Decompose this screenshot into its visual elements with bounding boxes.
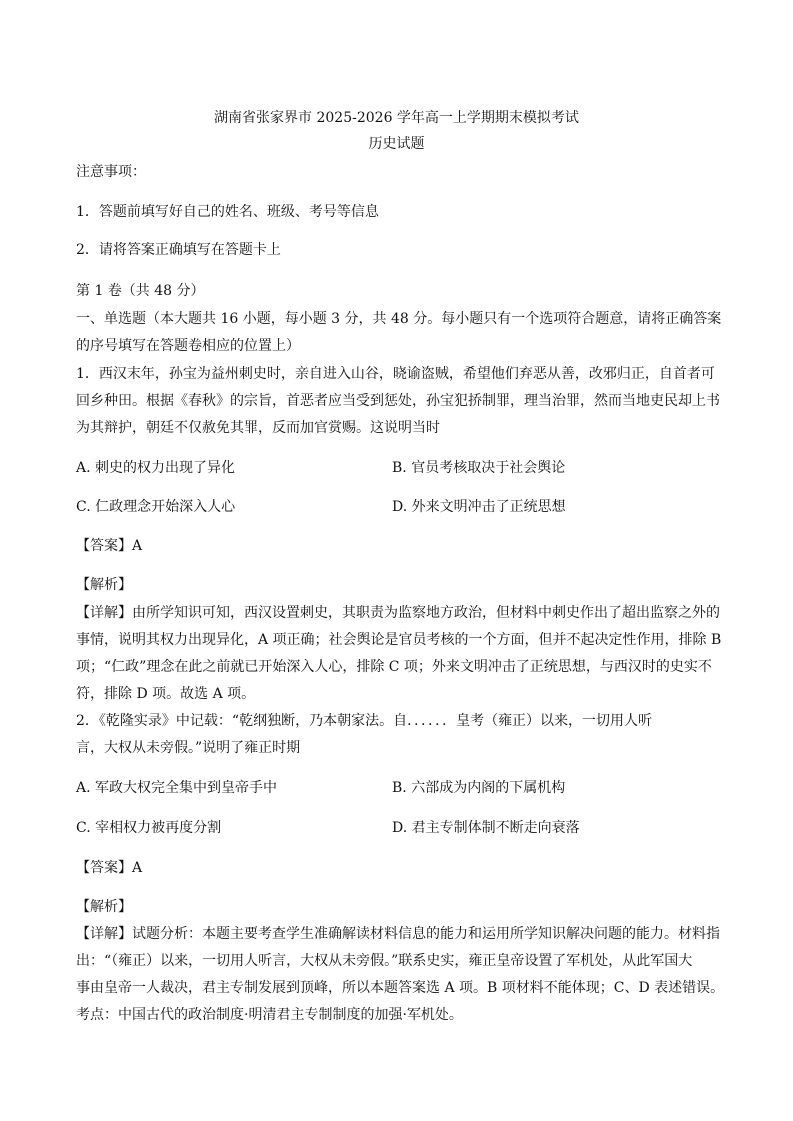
- question-stem: 言，大权从未旁假。”说明了雍正时期: [76, 740, 301, 756]
- detail-text: 【详解】试题分析：本题主要考查学生准确解读材料信息的能力和运用所学知识解决问题的能力。材料指: [76, 926, 720, 942]
- option-b: B. 官员考核取决于社会舆论: [392, 460, 566, 476]
- option-c: C. 宰相权力被再度分割: [76, 820, 222, 836]
- detail-text: 事由皇帝一人裁决，君主专制发展到顶峰，所以本题答案选 A 项。B 项材料不能体现；C、D 表述错误。: [76, 980, 725, 996]
- question-stem: 2．《乾隆实录》中记载：“乾纲独断，乃本朝家法。自．．．．．．皇考（雍正）以来，一切用人听: [76, 713, 653, 729]
- option-d: D. 君主专制体制不断走向衰落: [392, 820, 580, 836]
- detail-text: 项；“仁政”理念在此之前就已开始深入人心，排除 C 项；外来文明冲击了正统思想，与西汉时的史实不: [76, 659, 712, 675]
- question-stem: 为其辩护，朝廷不仅赦免其罪，反而加官赏赐。这说明当时: [76, 420, 440, 436]
- analysis-label: 【解析】: [76, 899, 132, 915]
- question-stem: 1．西汉末年，孙宝为益州刺史时，亲自进入山谷，晓谕盗贼，希望他们弃恶从善，改邪归正，自首者可: [76, 366, 715, 382]
- notice-item: 1．答题前填写好自己的姓名、班级、考号等信息: [76, 204, 379, 220]
- detail-text: 考点：中国古代的政治制度·明清君主专制制度的加强·军机处。: [76, 1007, 463, 1023]
- option-b: B. 六部成为内阁的下属机构: [392, 780, 566, 796]
- notice-heading: 注意事项：: [76, 164, 146, 180]
- section-instruction: 一、单选题（本大题共 16 小题，每小题 3 分，共 48 分。每小题只有一个选项符合题意，请将正确答案: [76, 311, 722, 327]
- question-stem: 回乡种田。根据《春秋》的宗旨，首恶者应当受到惩处，孙宝犯挢制罪，理当治罪，然而当地吏民却上书: [76, 393, 720, 409]
- detail-text: 【详解】由所学知识可知，西汉设置刺史，其职责为监察地方政治，但材料中刺史作出了超出监察之外的: [76, 605, 720, 621]
- option-a: A. 刺史的权力出现了异化: [76, 460, 236, 476]
- answer-label: 【答案】A: [76, 860, 143, 876]
- option-a: A. 军政大权完全集中到皇帝手中: [76, 780, 278, 796]
- option-c: C. 仁政理念开始深入人心: [76, 499, 236, 515]
- section-instruction: 的序号填写在答题卷相应的位置上）: [76, 338, 300, 354]
- option-d: D. 外来文明冲击了正统思想: [392, 499, 566, 515]
- analysis-label: 【解析】: [76, 577, 132, 593]
- document-title: 湖南省张家界市 2025-2026 学年高一上学期期末模拟考试: [214, 110, 579, 126]
- answer-label: 【答案】A: [76, 538, 143, 554]
- detail-text: 符，排除 D 项。故选 A 项。: [76, 686, 256, 702]
- document-subtitle: 历史试题: [368, 136, 425, 152]
- volume-heading: 第 1 卷（共 48 分）: [76, 283, 205, 299]
- detail-text: 出：“（雍正）以来，一切用人听言，大权从未旁假。”联系史实，雍正皇帝设置了军机处，从此军国大: [76, 953, 693, 969]
- notice-item: 2．请将答案正确填写在答题卡上: [76, 242, 281, 258]
- detail-text: 事情，说明其权力出现异化，A 项正确；社会舆论是官员考核的一个方面，但并不起决定性作用，排除 B: [76, 632, 722, 648]
